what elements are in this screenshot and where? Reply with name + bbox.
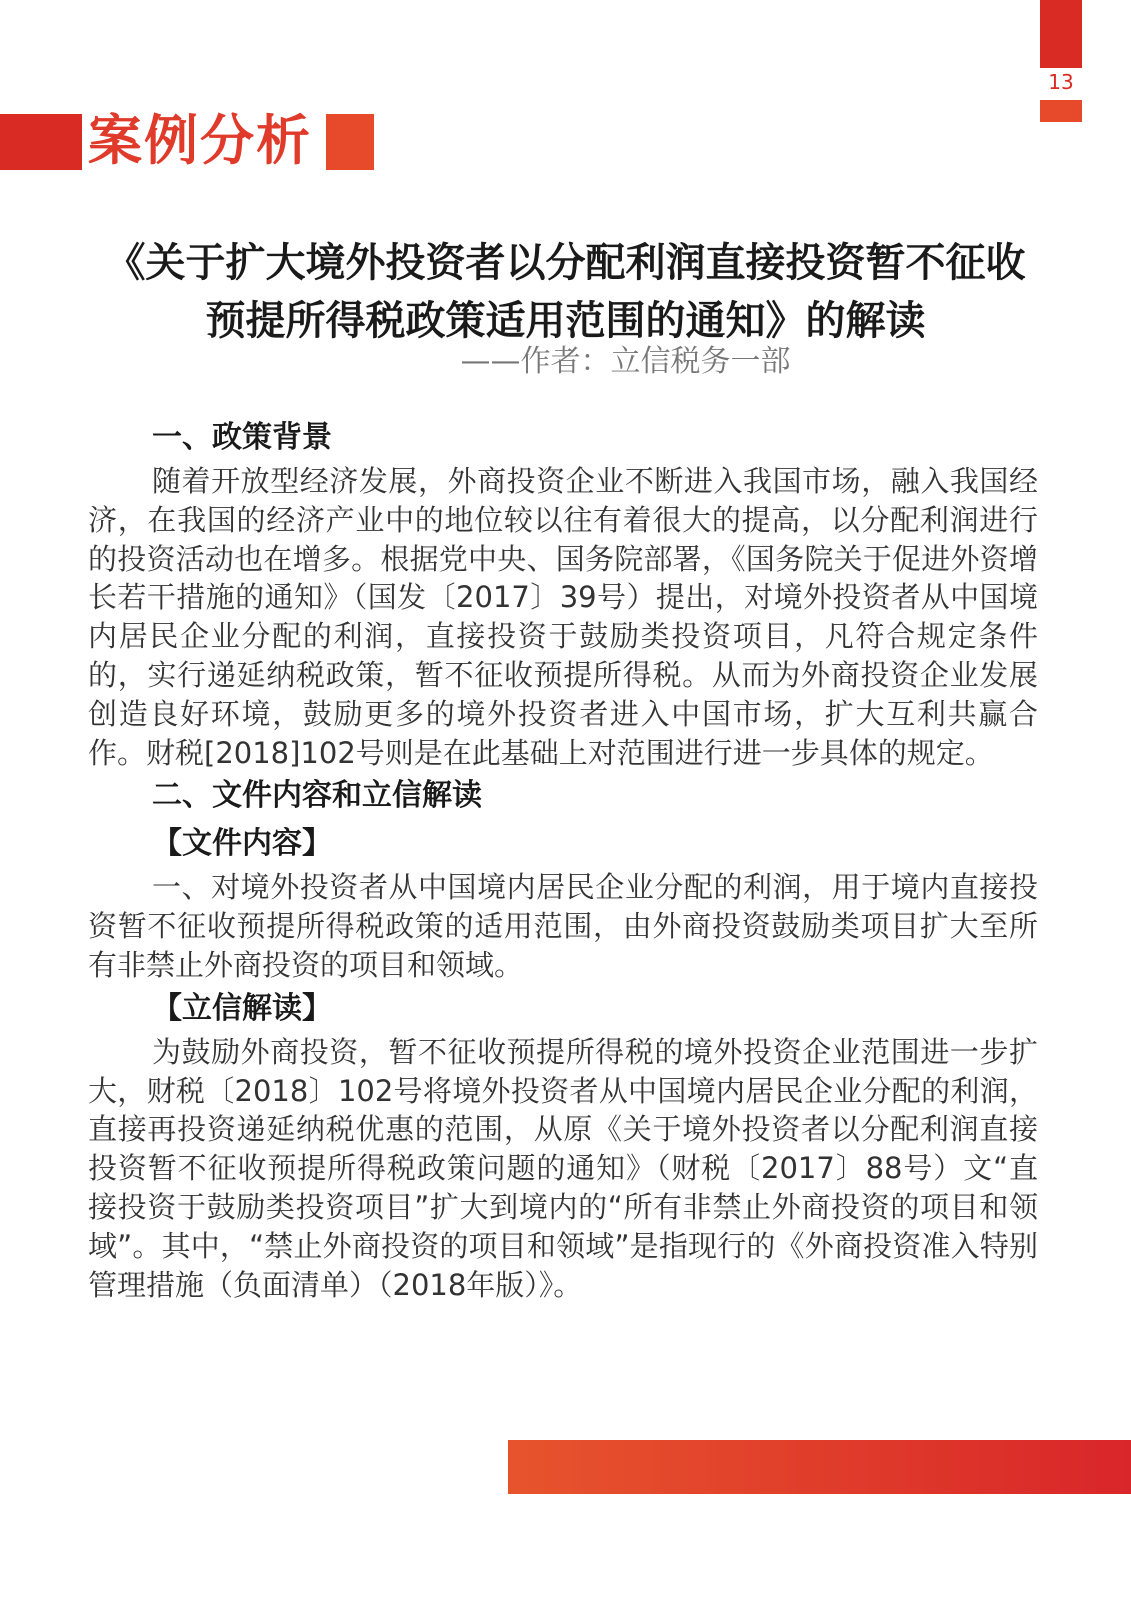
article-body — [88, 414, 1038, 1304]
article-title-line2: 预提所得税政策适用范围的通知》的解读 — [205, 298, 926, 344]
article-title-line1: 《关于扩大境外投资者以分配利润直接投资暂不征收 — [105, 240, 1026, 286]
section-accent-left — [0, 114, 82, 170]
paragraph-document-content: 一、对境外投资者从中国境内居民企业分配的利润，用于境内直接投资暂不征收预提所得税政策的适用范围，由外商投资鼓励类项目扩大至所有非禁止外商投资的项目和领域。 — [88, 870, 1038, 982]
subheading-interpretation: 【立信解读】 — [152, 990, 332, 1026]
page-number-accent — [1040, 100, 1082, 122]
page-number: 13 — [1048, 70, 1074, 94]
top-accent-bar — [1040, 0, 1082, 68]
heading-policy-background: 一、政策背景 — [152, 420, 332, 455]
subheading-document-content: 【文件内容】 — [152, 826, 332, 862]
article-author: ——作者：立信税务一部 — [460, 344, 791, 379]
bottom-accent-bar — [508, 1440, 1131, 1494]
section-title: 案例分析 — [88, 109, 312, 172]
paragraph-interpretation: 为鼓励外商投资，暂不征收预提所得税的境外投资企业范围进一步扩大，财税〔2018〕102号将境外投资者从中国境内居民企业分配的利润，直接再投资递延纳税优惠的范围，从原《关于境外投资者以分配利润直接投资暂不征收预提所得税政策问题的通知》（财税〔2017〕88号）文“直接投资于鼓励类投资项目”扩大到境内的“所有非禁止外商投资的项目和领域”。其中，“禁止外商投资的项目和领域”是指现行的《外商投资准入特别管理措施（负面清单）（2018年版）》。 — [88, 1034, 1038, 1302]
heading-content-and-interpretation: 二、文件内容和立信解读 — [152, 778, 482, 814]
article-title — [70, 234, 1061, 350]
paragraph-policy-background: 随着开放型经济发展，外商投资企业不断进入我国市场，融入我国经济，在我国的经济产业中的地位较以往有着很大的提高，以分配利润进行的投资活动也在增多。根据党中央、国务院部署，《国务院关于促进外资增长若干措施的通知》（国发〔2017〕39号）提出，对境外投资者从中国境内居民企业分配的利润，直接投资于鼓励类投资项目，凡符合规定条件的，实行递延纳税政策，暂不征收预提所得税。从而为外商投资企业发展创造良好环境，鼓励更多的境外投资者进入中国市场，扩大互利共赢合作。财税[2018]102号则是在此基础上对范围进行进一步具体的规定。 — [88, 464, 1038, 770]
section-accent-right — [326, 114, 374, 170]
